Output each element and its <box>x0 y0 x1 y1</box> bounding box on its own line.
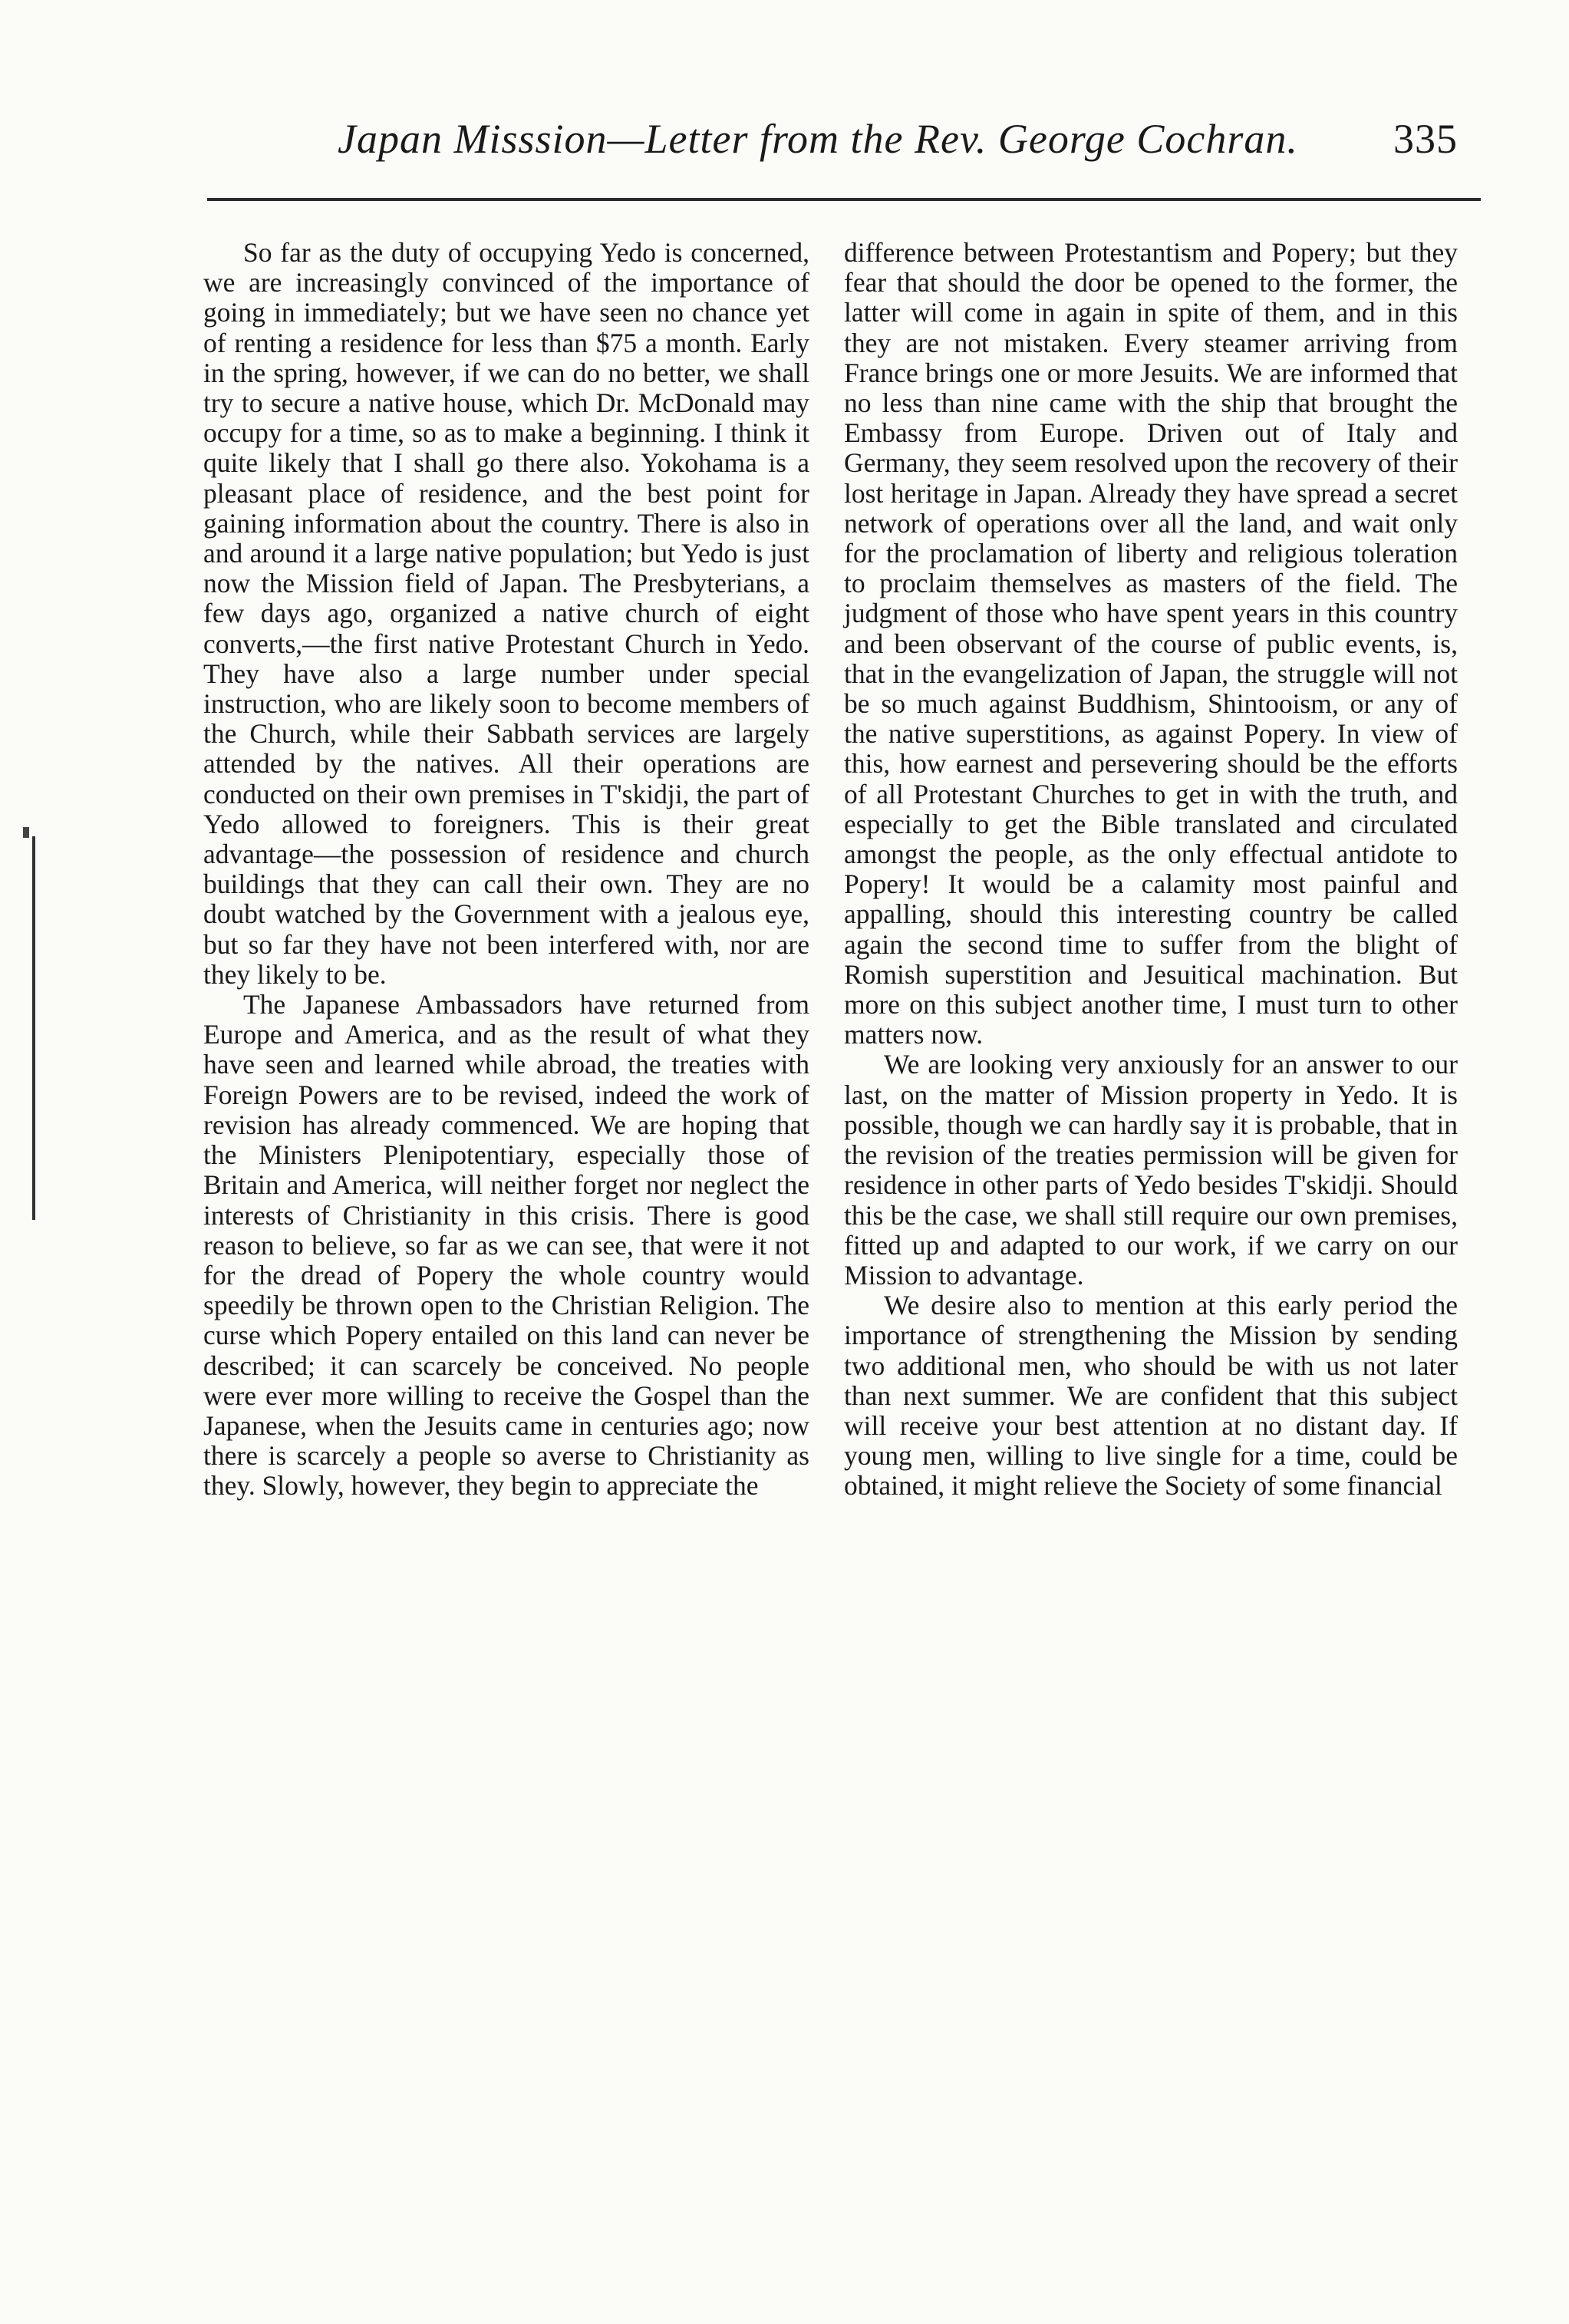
paragraph: So far as the duty of occupying Yedo is concerned, we are increasingly convinced of the importance of going in immediately; but we have seen no chance yet of renting a residence for less than $75 a month. Early in the spring, however, if we can do no better, we shall try to secure a native house, which Dr. McDonald may occupy for a time, so as to make a beginning. I think it quite likely that I shall go there also. Yokohama is a pleasant place of residence, and the best point for gaining information about the country. There is also in and around it a large native population; but Yedo is just now the Mission field of Japan. The Presbyterians, a few days ago, organized a native church of eight converts,—the first native Protestant Church in Yedo. They have also a large number under special instruction, who are likely soon to become members of the Church, while their Sabbath services are largely attended by the natives. All their operations are conducted on their own premises in T'skidji, the part of Yedo allowed to foreigners. This is their great advantage—the possession of residence and church buildings that they can call their own. They are no doubt watched by the Government with a jealous eye, but so far they have not been interfered with, nor are they likely to be. <box>203 237 809 990</box>
paragraph: We desire also to mention at this early period the importance of strengthening the Mission by sending two additional men, who should be with us not later than next summer. We are confident that this subject will receive your best attention at no distant day. If young men, willing to live single for a time, could be obtained, it might relieve the Society of some financial <box>844 1290 1458 1502</box>
running-head-title: Japan Misssion—Letter from the Rev. George Cochran. <box>338 116 1298 162</box>
header-rule <box>207 198 1481 201</box>
right-column <box>844 238 1458 1502</box>
left-column <box>203 238 809 1502</box>
margin-line-mark <box>32 836 35 1220</box>
margin-tick-mark <box>23 827 29 838</box>
paragraph: difference between Protestantism and Popery; but they fear that should the door be opened to the former, the latter will come in again in spite of them, and in this they are not mistaken. Every steamer arriving from France brings one or more Jesuits. We are informed that no less than nine came with the ship that brought the Embassy from Europe. Driven out of Italy and Germany, they seem resolved upon the recovery of their lost heritage in Japan. Already they have spread a secret network of operations over all the land, and wait only for the proclamation of liberty and religious toleration to proclaim themselves as masters of the field. The judgment of those who have spent years in this country and been observant of the course of public events, is, that in the evangelization of Japan, the struggle will not be so much against Buddhism, Shintooism, or any of the native superstitions, as against Popery. In view of this, how earnest and persevering should be the efforts of all Protestant Churches to get in with the truth, and especially to get the Bible translated and circulated amongst the people, as the only effectual antidote to Popery! It would be a calamity most painful and appalling, should this interesting country be called again the second time to suffer from the blight of Romish superstition and Jesuitical machination. But more on this subject another time, I must turn to other matters now. <box>844 237 1458 1050</box>
page-number: 335 <box>1393 116 1458 162</box>
paragraph: The Japanese Ambassadors have returned from Europe and America, and as the result of what they have seen and learned while abroad, the treaties with Foreign Powers are to be revised, indeed the work of revision has already commenced. We are hoping that the Ministers Plenipotentiary, especially those of Britain and America, will neither forget nor neglect the interests of Christianity in this crisis. There is good reason to believe, so far as we can see, that were it not for the dread of Popery the whole country would speedily be thrown open to the Christian Religion. The curse which Popery entailed on this land can never be described; it can scarcely be conceived. No people were ever more willing to receive the Gospel than the Japanese, when the Jesuits came in centuries ago; now there is scarcely a people so averse to Christianity as they. Slowly, however, they begin to appreciate the <box>203 989 809 1502</box>
paragraph: We are looking very anxiously for an answer to our last, on the matter of Mission property in Yedo. It is possible, though we can hardly say it is probable, that in the revision of the treaties permission will be given for residence in other parts of Yedo besides T'skidji. Should this be the case, we shall still require our own premises, fitted up and adapted to our work, if we carry on our Mission to advantage. <box>844 1049 1458 1291</box>
